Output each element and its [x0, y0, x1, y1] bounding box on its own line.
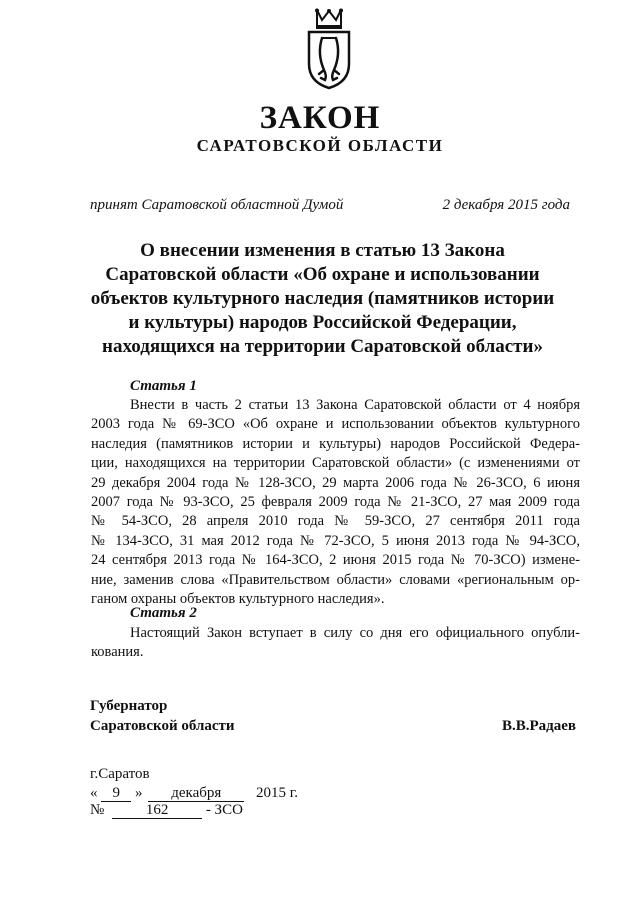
text-line: 2007 года № 93-ЗСО, 25 февраля 2009 года № 21-ЗСО, 27 мая 2009 года — [91, 493, 580, 510]
law-region: САРАТОВСКОЙ ОБЛАСТИ — [196, 136, 444, 155]
text-line: № 134-ЗСО, 31 мая 2012 года № 72-ЗСО, 5 июня 2013 года № 94-ЗСО, — [91, 532, 580, 549]
signing-date — [90, 784, 298, 802]
law-number — [90, 801, 243, 819]
heading-line: О внесении изменения в статью 13 Закона — [140, 240, 505, 261]
text-line: Внести в часть 2 статьи 13 Закона Саратовской области от 4 ноября — [130, 397, 580, 413]
date-day: 9 — [101, 785, 131, 802]
text-line: ганом охраны объектов культурного наследия». — [91, 590, 385, 607]
adopted-by: принят Саратовской областной Думой — [90, 197, 344, 213]
article-1-text — [91, 396, 580, 609]
quote-open: « — [90, 785, 98, 801]
adopted-date: 2 декабря 2015 года — [442, 197, 570, 213]
article-2-title: Статья 2 — [130, 605, 197, 621]
heading-line: Саратовской области «Об охране и использовании — [105, 264, 540, 285]
law-title: ЗАКОН — [259, 100, 381, 136]
number-value: 162 — [112, 802, 202, 819]
text-line: Настоящий Закон вступает в силу со дня его официального опубли- — [130, 625, 580, 641]
signatory-name: В.В.Радаев — [501, 718, 576, 734]
quote-close: » — [135, 785, 143, 801]
number-sign: № — [90, 802, 105, 818]
position-line: Саратовской области — [90, 718, 235, 734]
text-line: наследия (памятников истории и культуры) народов Российской Федера- — [91, 435, 580, 452]
signatory-position — [90, 696, 235, 736]
heading-line: объектов культурного наследия (памятников истории — [90, 288, 555, 309]
text-line: ние, заменив слова «Правительством области» словами «региональным ор- — [91, 571, 580, 588]
heading-line: находящихся на территории Саратовской области» — [102, 336, 543, 357]
article-1-title: Статья 1 — [130, 378, 197, 394]
text-line: ции, находящихся на территории Саратовской области» (с изменениями от — [91, 455, 580, 472]
heading-line: и культуры) народов Российской Федерации, — [128, 312, 517, 333]
law-heading — [70, 239, 575, 359]
date-month: декабря — [148, 785, 244, 802]
city: г.Саратов — [90, 766, 150, 782]
position-line: Губернатор — [90, 698, 168, 714]
text-line: № 54-ЗСО, 28 апреля 2010 года № 59-ЗСО, 27 сентября 2011 года — [91, 513, 580, 530]
article-2-text — [91, 624, 580, 663]
coat-of-arms-icon — [303, 8, 355, 90]
text-line: 2003 года № 69-ЗСО «Об охране и использовании объектов культурного — [91, 416, 580, 433]
text-line: 29 декабря 2004 года № 128-ЗСО, 29 марта 2006 года № 26-ЗСО, 6 июня — [91, 474, 580, 491]
number-suffix: - ЗСО — [205, 802, 243, 818]
text-line: кования. — [91, 644, 144, 661]
text-line: 24 сентября 2013 года № 164-ЗСО, 2 июня 2015 года № 70-ЗСО) измене- — [91, 552, 580, 569]
date-year: 2015 г. — [256, 785, 298, 801]
